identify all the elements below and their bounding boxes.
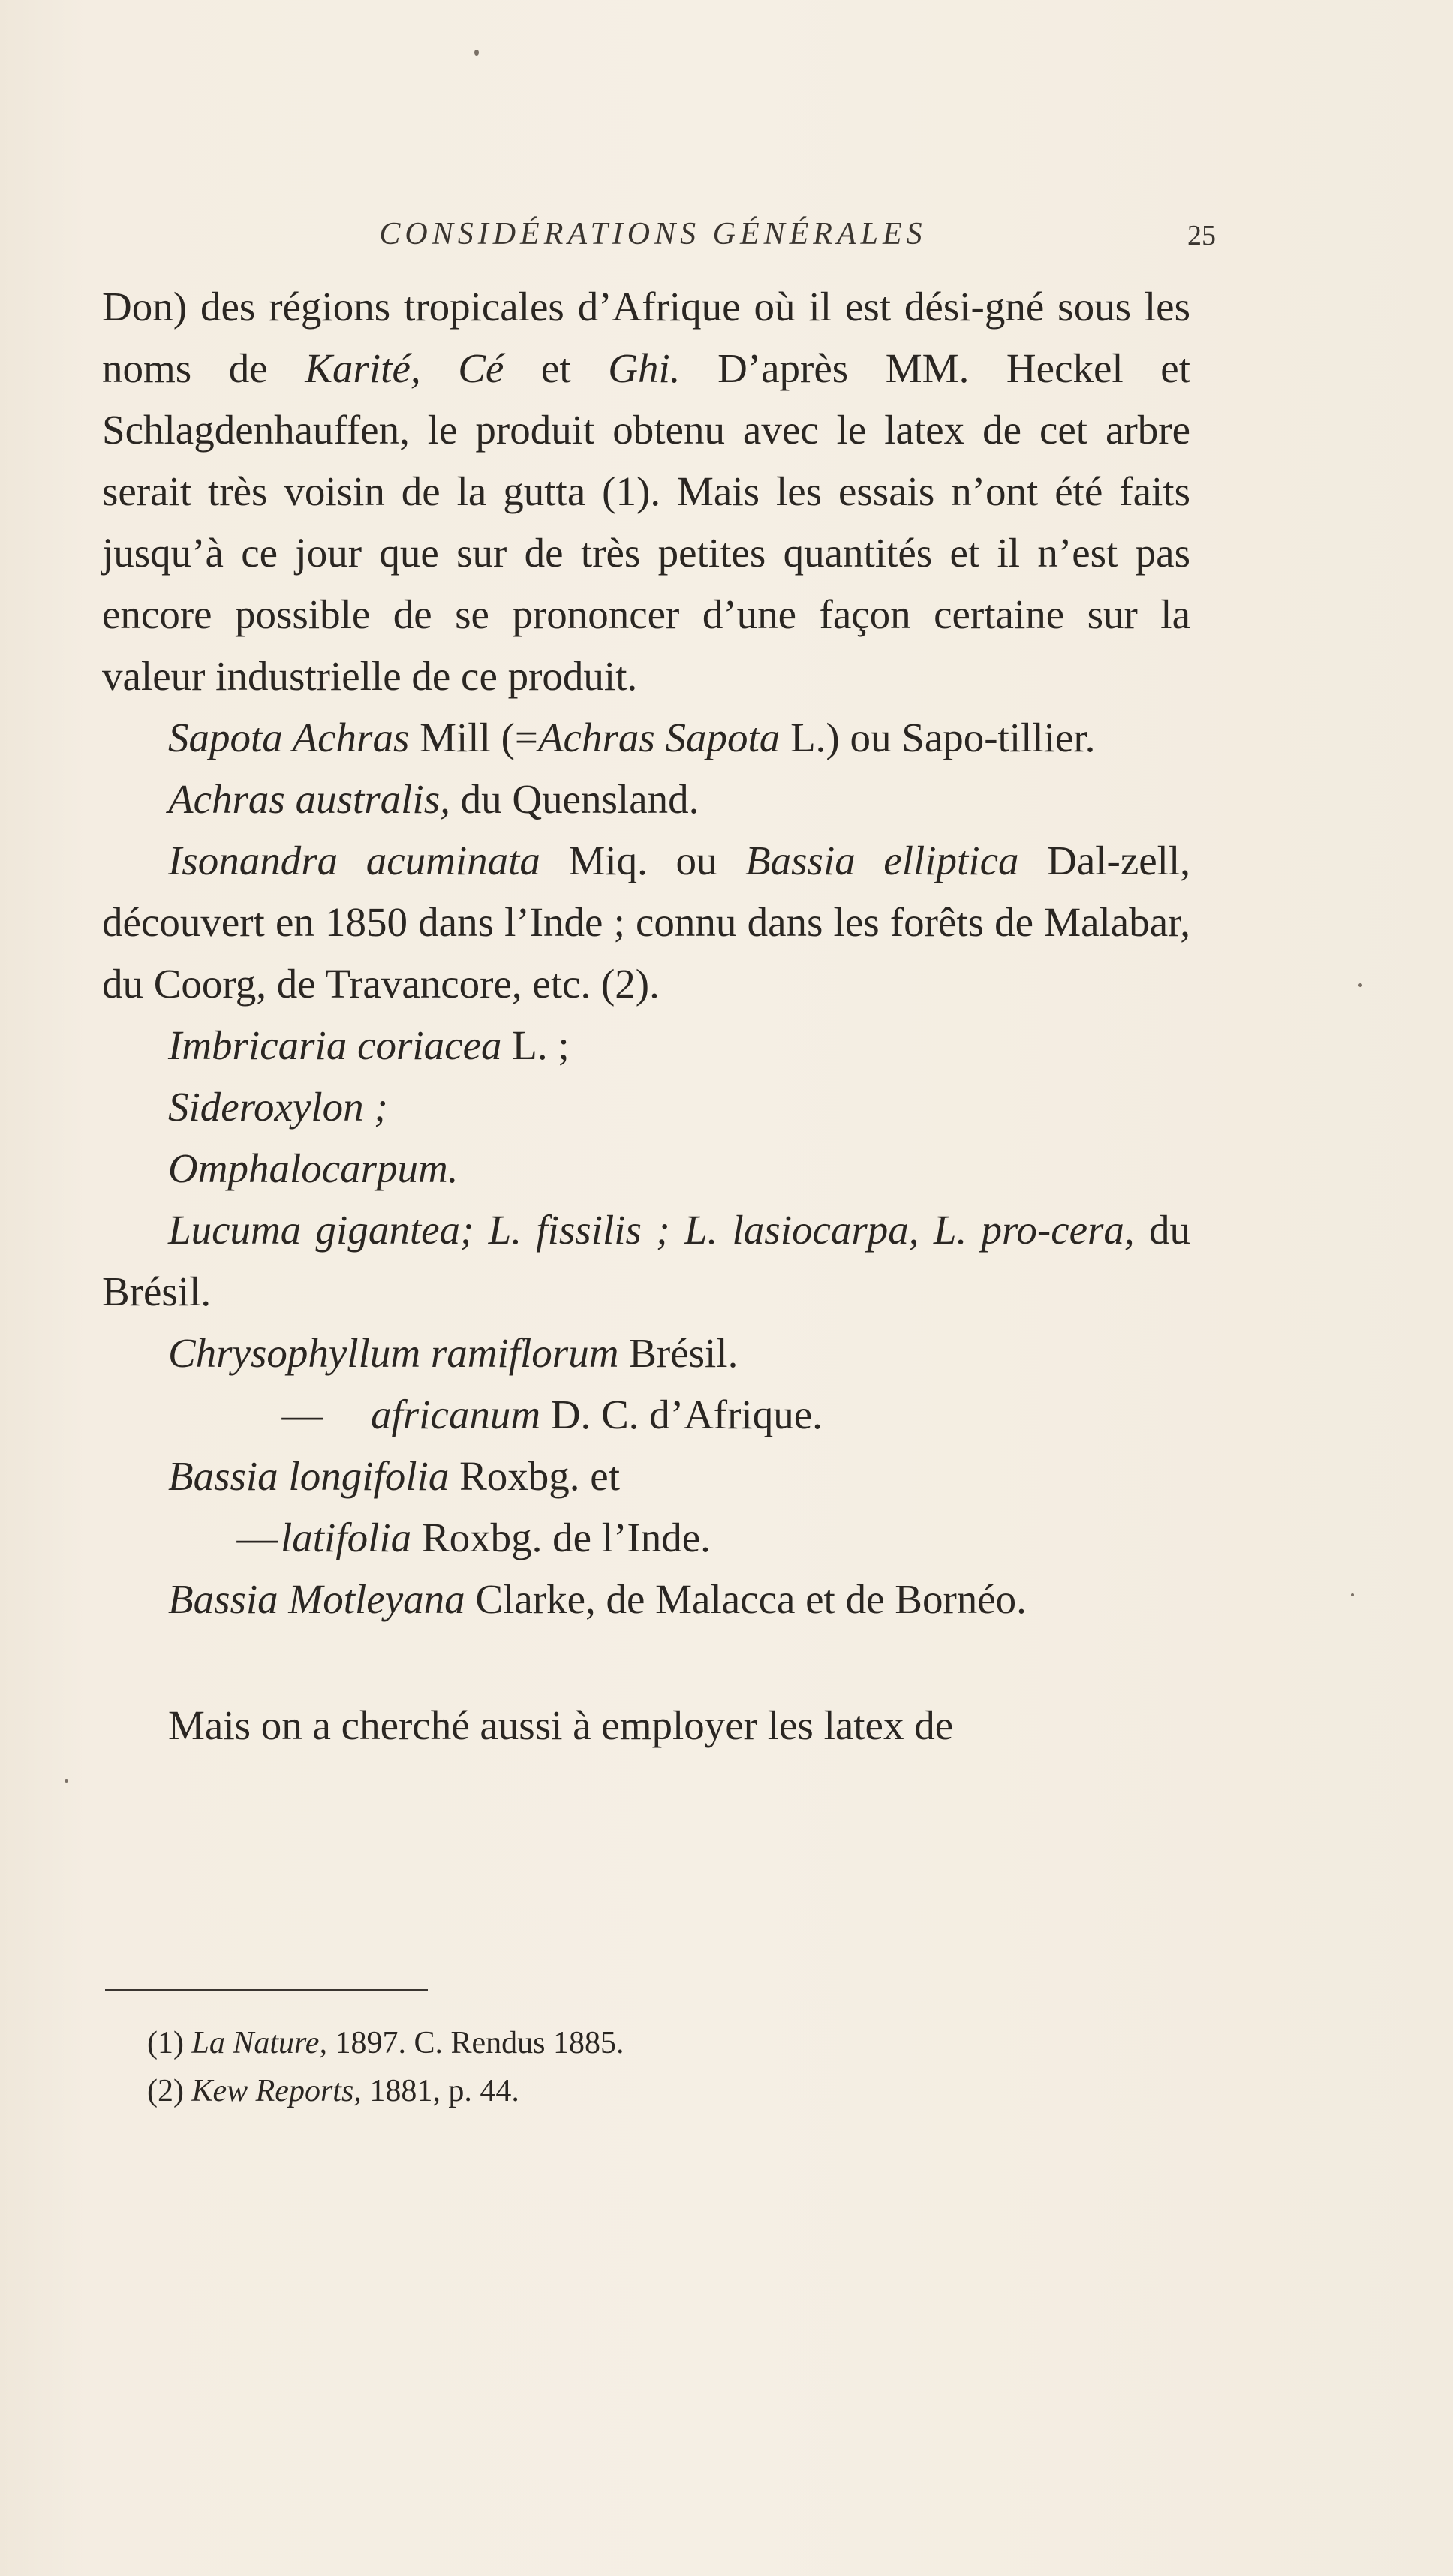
paper-speck: [1358, 983, 1362, 987]
text-run: D. C. d’Afrique.: [540, 1392, 823, 1437]
footnote-text: 1881, p. 44.: [361, 2074, 519, 2108]
paper-speck: [1351, 1593, 1354, 1596]
footnote-number: (1): [147, 2026, 184, 2060]
species-name: Achras Sapota: [537, 715, 781, 760]
text-run: Miq. ou: [540, 838, 746, 883]
entry-imbricaria: [102, 1015, 1190, 1076]
species-name: Lucuma gigantea; L. fissilis ; L. lasiocarpa, L. pro-cera,: [168, 1207, 1135, 1253]
paragraph-gap: [102, 1630, 1190, 1695]
species-name: africanum: [371, 1392, 541, 1437]
species-name: Bassia longifolia: [168, 1453, 450, 1499]
text-run: Roxbg. de l’Inde.: [411, 1515, 711, 1560]
running-title: CONSIDÉRATIONS GÉNÉRALES: [379, 217, 927, 251]
entry-lucuma: [102, 1199, 1190, 1323]
text-run: Mill (=: [409, 715, 538, 760]
body-text: [102, 276, 1190, 1756]
text-run: Dal-zell, découvert en 1850 dans l’Inde ; connu dans les forêts de Malabar, du Coorg, de Travancore, etc. (2).: [102, 838, 1190, 1007]
species-name: Chrysophyllum ramiflorum: [168, 1330, 619, 1376]
text-run: Don) des régions tropicales d’Afrique où il est dési-gné sous les noms de: [102, 284, 1190, 391]
species-name: Sideroxylon ;: [168, 1084, 388, 1130]
text-run: L.) ou Sapo-tillier.: [780, 715, 1096, 760]
footnote-rule: [105, 1989, 428, 1991]
entry-sapota: [102, 707, 1190, 769]
entry-sideroxylon: [102, 1076, 1190, 1138]
entry-africanum: [102, 1384, 1190, 1446]
text-run: et: [504, 345, 609, 391]
entry-chrysophyllum: [102, 1323, 1190, 1384]
text-run: Roxbg. et: [449, 1453, 620, 1499]
footnote-source: Kew Reports,: [191, 2074, 362, 2108]
paper-speck: [474, 50, 479, 56]
paragraph-karite: [102, 276, 1190, 707]
italic-run: Karité, Cé: [305, 345, 504, 391]
species-name: latifolia: [281, 1515, 412, 1560]
footnote-number: (2): [147, 2074, 184, 2108]
species-name: Isonandra acuminata: [168, 838, 540, 883]
footnote-text: 1897. C. Rendus 1885.: [326, 2026, 624, 2060]
text-run: Brésil.: [618, 1330, 739, 1376]
italic-run: Ghi.: [608, 345, 681, 391]
paper-speck: [65, 1779, 68, 1783]
text-run: Clarke, de Malacca et de Bornéo.: [465, 1576, 1027, 1622]
entry-bassia-longifolia: [102, 1446, 1190, 1507]
entry-bassia-motleyana: [102, 1569, 1190, 1630]
ditto-dash: —: [281, 1392, 323, 1437]
species-name: Sapota Achras: [168, 715, 410, 760]
species-name: Bassia elliptica: [745, 838, 1019, 883]
text-run: L. ;: [501, 1022, 570, 1068]
entry-omphalocarpum: [102, 1138, 1190, 1199]
species-name: Bassia Motleyana: [168, 1576, 465, 1622]
text-run: du Brésil.: [102, 1207, 1191, 1314]
page-number: 25: [1187, 220, 1216, 251]
footnote-source: La Nature,: [191, 2026, 327, 2060]
footnotes: [147, 2019, 1123, 2115]
species-name: Imbricaria coriacea: [168, 1022, 502, 1068]
footnote-2: [147, 2067, 1123, 2115]
text-run: du Quensland.: [450, 776, 699, 822]
entry-achras-australis: [102, 769, 1190, 830]
entry-latifolia: [102, 1507, 1190, 1569]
entry-isonandra: [102, 830, 1190, 1015]
species-name: Achras australis,: [168, 776, 450, 822]
species-name: Omphalocarpum.: [168, 1145, 459, 1191]
ditto-dash: —: [236, 1515, 278, 1560]
text-run: D’après MM. Heckel et Schlagdenhauffen, le produit obtenu avec le latex de cet arbre serait très voisin de la gutta (1). Mais les essais n’ont été faits jusqu’à ce jour que sur de très petites quantités et il n’est pas encore possible de se prononcer d’une façon certaine sur la valeur industrielle de ce produit.: [102, 345, 1190, 699]
paragraph-closing: Mais on a cherché aussi à employer les latex de: [168, 1702, 954, 1748]
footnote-1: [147, 2019, 1123, 2067]
